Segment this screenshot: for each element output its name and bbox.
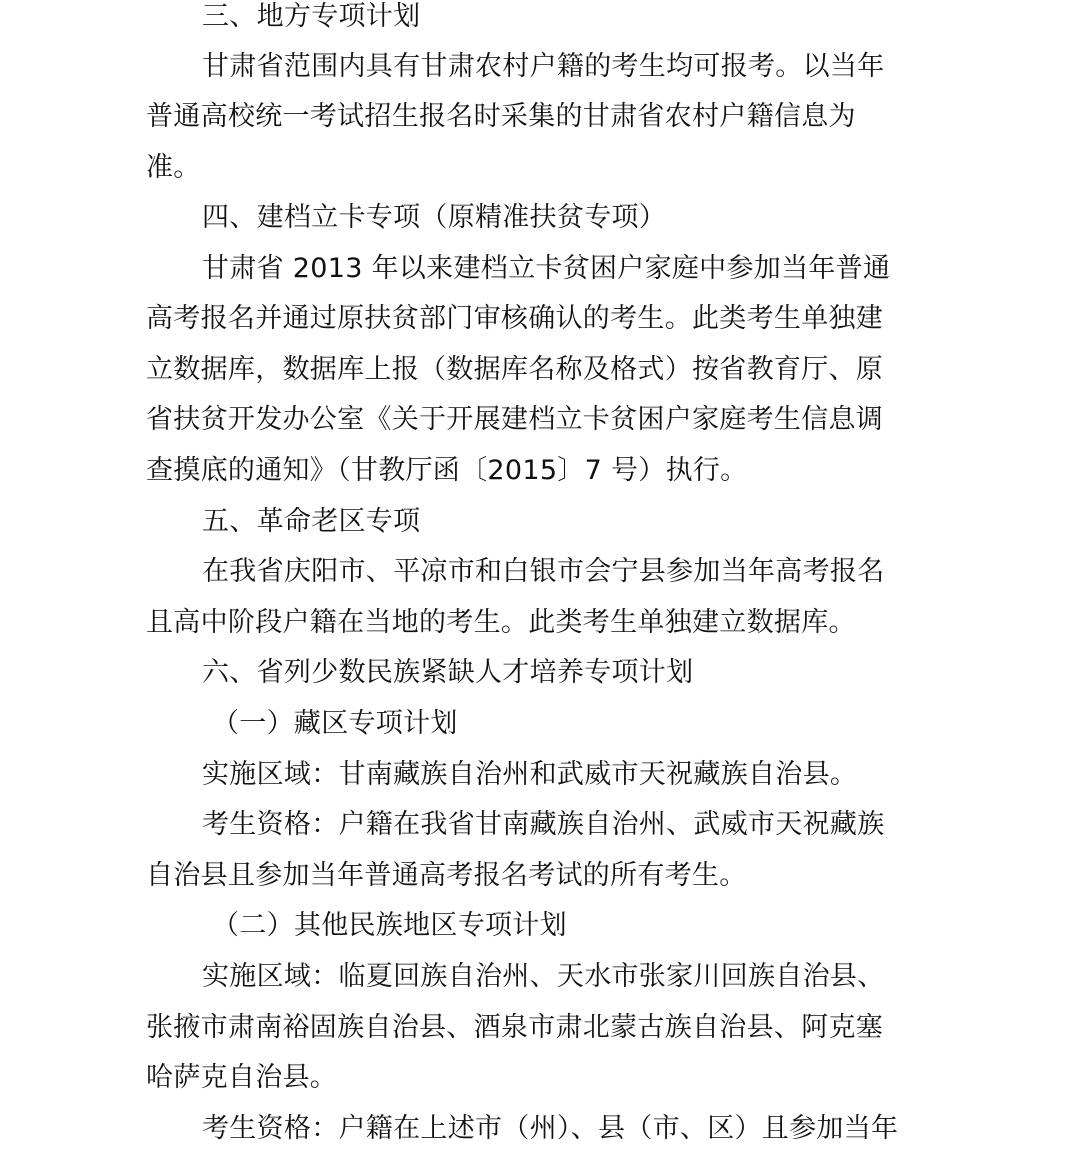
paragraph-line: 普通高校统一考试招生报名时采集的甘肃省农村户籍信息为: [146, 101, 856, 132]
paragraph-line: 实施区域：甘南藏族自治州和武威市天祝藏族自治县。: [202, 759, 858, 790]
section-heading-registered-poverty: 四、建档立卡专项（原精准扶贫专项）: [202, 202, 667, 233]
paragraph-line: 准。: [146, 152, 201, 183]
paragraph-line: 查摸底的通知》（甘教厅函〔2015〕7 号）执行。: [146, 455, 748, 486]
subsection-heading-tibetan-areas: （一）藏区专项计划: [212, 708, 458, 739]
paragraph-line: 高考报名并通过原扶贫部门审核确认的考生。此类考生单独建: [146, 303, 884, 334]
section-heading-minority-talent: 六、省列少数民族紧缺人才培养专项计划: [202, 657, 694, 688]
paragraph-line: 自治县且参加当年普通高考报名考试的所有考生。: [146, 860, 747, 891]
section-heading-revolutionary-base: 五、革命老区专项: [202, 506, 421, 537]
paragraph-line: 考生资格：户籍在上述市（州）、县（市、区）且参加当年: [202, 1113, 899, 1144]
paragraph-line: 在我省庆阳市、平凉市和白银市会宁县参加当年高考报名: [202, 556, 885, 587]
paragraph-line: 甘肃省 2013 年以来建档立卡贫困户家庭中参加当年普通: [202, 253, 891, 284]
paragraph-line: 张掖市肃南裕固族自治县、酒泉市肃北蒙古族自治县、阿克塞: [146, 1012, 884, 1043]
paragraph-line: 立数据库，数据库上报（数据库名称及格式）按省教育厅、原: [146, 354, 884, 385]
paragraph-line: 且高中阶段户籍在当地的考生。此类考生单独建立数据库。: [146, 607, 856, 638]
subsection-heading-other-ethnic-areas: （二）其他民族地区专项计划: [212, 910, 567, 941]
paragraph-line: 哈萨克自治县。: [146, 1062, 338, 1093]
section-heading-local-plan: 三、地方专项计划: [202, 1, 421, 32]
paragraph-line: 实施区域：临夏回族自治州、天水市张家川回族自治县、: [202, 961, 885, 992]
paragraph-line: 考生资格：户籍在我省甘南藏族自治州、武威市天祝藏族: [202, 809, 885, 840]
paragraph-line: 甘肃省范围内具有甘肃农村户籍的考生均可报考。以当年: [202, 51, 885, 82]
paragraph-line: 省扶贫开发办公室《关于开展建档立卡贫困户家庭考生信息调: [146, 404, 884, 435]
